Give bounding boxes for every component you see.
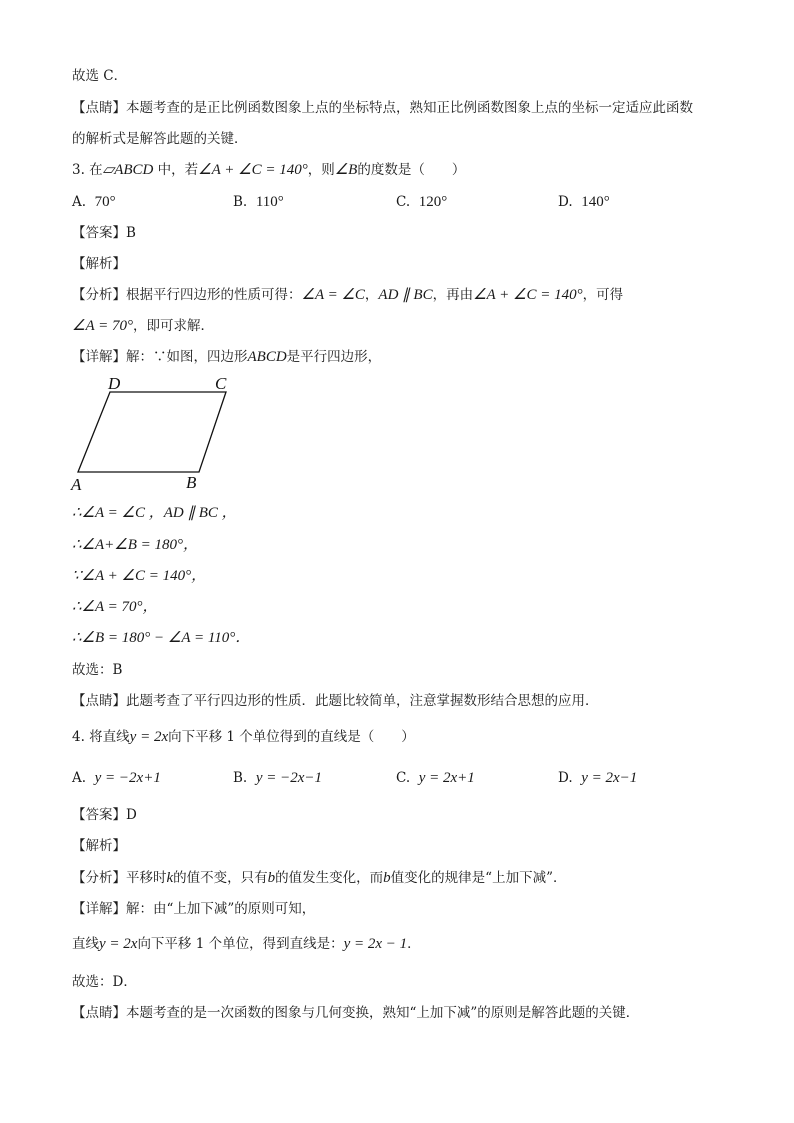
q4-option-d: D. y = 2x−1: [558, 770, 638, 786]
step-5: ∴∠B = 180° − ∠A = 110°．: [72, 630, 251, 646]
fenxi-4: 【分析】平移时k的值不变，只有b的值发生变化，而b值变化的规律是“上加下减”．: [72, 870, 567, 886]
comment-4: 【点睛】本题考查的是一次函数的图象与几何变换，熟知“上加下减”的原则是解答此题的关键．: [72, 1005, 640, 1021]
choice-3: 故选：B: [72, 662, 123, 678]
xiangjie-3: 【详解】解：∵如图，四边形ABCD是平行四边形，: [72, 349, 382, 365]
comment-3: 【点睛】此题考查了平行四边形的性质．此题比较简单，注意掌握数形结合思想的应用．: [72, 693, 599, 709]
vertex-label-c: C: [215, 374, 227, 393]
parallelogram-shape: [78, 392, 226, 472]
step-1: ∴∠A = ∠C ，AD ∥ BC ，: [72, 505, 237, 521]
fenxi-3-line-1: 【分析】根据平行四边形的性质可得：∠A = ∠C，AD ∥ BC，再由∠A + ∠C = 140°，可得: [72, 287, 624, 303]
xiangjie-4-line-2: 直线y = 2x向下平移 1 个单位，得到直线是：y = 2x − 1．: [72, 936, 421, 952]
comment-line-2: 的解析式是解答此题的关键．: [72, 131, 248, 147]
xiangjie-4: 【详解】解：由“上加下减”的原则可知，: [72, 901, 316, 917]
answer-4: 【答案】D: [72, 807, 137, 823]
q3-option-b: B. 110°: [233, 194, 284, 210]
vertex-label-d: D: [108, 374, 121, 393]
step-2: ∴∠A+∠B = 180°，: [72, 537, 199, 553]
q3-option-d: D. 140°: [558, 194, 610, 210]
choice-4: 故选：D．: [72, 974, 137, 990]
analysis-4-header: 【解析】: [72, 838, 126, 854]
fenxi-3-line-2: ∠A = 70°，即可求解．: [72, 318, 214, 334]
parallelogram-figure: [68, 372, 243, 497]
comment-line-1: 【点睛】本题考查的是正比例函数图象上点的坐标特点，熟知正比例函数图象上点的坐标一定适应此函数: [72, 100, 693, 116]
step-4: ∴∠A = 70°，: [72, 599, 158, 615]
vertex-label-a: A: [71, 475, 82, 494]
vertex-label-b: B: [186, 473, 197, 492]
line-choice-c: 故选 C．: [72, 68, 128, 84]
q3-option-c: C. 120°: [396, 194, 448, 210]
answer-3: 【答案】B: [72, 225, 136, 241]
q4-option-c: C. y = 2x+1: [396, 770, 475, 786]
q4-option-b: B. y = −2x−1: [233, 770, 322, 786]
step-3: ∵∠A + ∠C = 140°，: [72, 568, 207, 584]
analysis-3-header: 【解析】: [72, 256, 126, 272]
question-3: 3. 在▱ABCD 中，若∠A + ∠C = 140°，则∠B的度数是（ ）: [72, 162, 466, 178]
q4-option-a: A. y = −2x+1: [72, 770, 161, 786]
question-4: 4. 将直线y = 2x向下平移 1 个单位得到的直线是（ ）: [72, 729, 415, 745]
q3-option-a: A. 70°: [72, 194, 116, 210]
